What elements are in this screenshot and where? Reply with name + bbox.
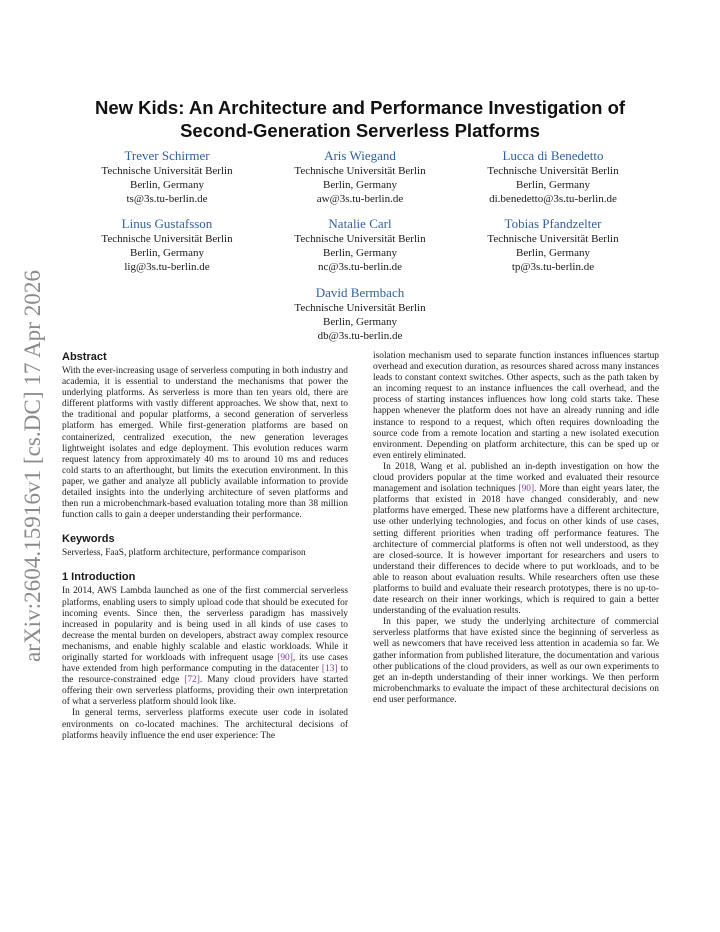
author-name: Natalie Carl bbox=[328, 216, 392, 231]
introduction-heading: 1 Introduction bbox=[62, 571, 136, 584]
author-location: Berlin, Germany bbox=[516, 179, 590, 191]
author-location: Berlin, Germany bbox=[323, 316, 397, 328]
author-email: tp@3s.tu-berlin.de bbox=[511, 261, 595, 273]
author-name: Aris Wiegand bbox=[324, 148, 396, 163]
author-affiliation: Technische Universität Berlin bbox=[294, 302, 426, 314]
abstract-heading: Abstract bbox=[62, 351, 107, 363]
intro-paragraph-4: In 2018, Wang et al. published an in-depth investigation on how the cloud providers popular at the time worked and evaluated their resource management and isolation techniques [90]. More than eight years later, the platforms that existed in 2018 have changed considerably, and new platforms have emerged. These new platforms have a different architecture, use other underlying technologies, and focus on other kinds of use cases, setting different priorities when trading off performance features. The architecture of commercial platforms is often not well understood, as they are closed-source. It is however important for researchers and users to understand their differences to decide where to put workloads, and to be able to reason about evaluation results. While researchers often use these platforms to build and evaluate their research prototypes, there is no up-to-date research on their inner workings, which is required to gain a better understanding of the evaluation results. bbox=[373, 461, 659, 617]
paper-title bbox=[70, 96, 650, 142]
author-name: Lucca di Benedetto bbox=[502, 148, 604, 163]
author-email: db@3s.tu-berlin.de bbox=[317, 330, 403, 342]
citation-link[interactable]: [90] bbox=[277, 652, 293, 663]
left-column bbox=[62, 350, 348, 742]
author-name: Trever Schirmer bbox=[124, 148, 210, 163]
author-affiliation: Technische Universität Berlin bbox=[487, 165, 619, 177]
author-affiliation: Technische Universität Berlin bbox=[294, 233, 426, 245]
author-location: Berlin, Germany bbox=[323, 247, 397, 259]
author-location: Berlin, Germany bbox=[323, 179, 397, 191]
abstract-text: With the ever-increasing usage of serverless computing in both industry and academia, it is essential to understand the mechanisms that power the underlying platforms. As serverless is more than ten years old, there are different platforms with vastly different approaches. We show that, next to the traditional and popular platforms, a second generation of serverless platform has emerged. While first-generation platforms are based on containerized, centralized execution, the new generation leverages lightweight isolates and edge deployment. This evolution reduces warm request latency from approximately 40 ms to around 10 ms and reduces cold starts to an afterthought, but limits the execution environment. In this paper, we gather and analyze all publicly available information to provide detailed insights into the underlying architecture of seven platforms and then run a microbenchmark-based evaluation totaling more than 38 million function calls to gain a deeper understanding their performance. bbox=[62, 366, 348, 521]
intro-paragraph-5: In this paper, we study the underlying architecture of commercial serverless platforms that have existed since the beginning of serverless as well as newcomers that have received less attention in academia so far. We gather information from published literature, the documentation and various other publications of the cloud providers, as well as our own experiments to get an in-depth understanding of their inner workings. We then perform microbenchmarks to evaluate the impact of these architectural decisions on end user performance. bbox=[373, 617, 659, 705]
citation-link[interactable]: [13] bbox=[321, 664, 338, 675]
author-name: David Bermbach bbox=[315, 285, 405, 300]
author-location: Berlin, Germany bbox=[516, 247, 590, 259]
author-block bbox=[72, 215, 262, 274]
citation-link[interactable]: [90] bbox=[518, 484, 535, 495]
arxiv-id-text: arXiv:2604.15916v1 [cs.DC] 17 Apr 2026 bbox=[20, 272, 45, 662]
author-affiliation: Technische Universität Berlin bbox=[487, 233, 619, 245]
author-block bbox=[458, 147, 648, 206]
author-block bbox=[265, 147, 455, 206]
right-column bbox=[373, 351, 659, 706]
author-block bbox=[458, 215, 648, 274]
author-email: di.benedetto@3s.tu-berlin.de bbox=[489, 193, 617, 205]
intro-paragraph-3: isolation mechanism used to separate function instances influences startup overhead and execution duration, as resources shared across many instances leads to constant context switches. Other aspects, such as the path taken by an incoming request to an instance influences the call overhead, and the process of starting instances influences how long cold starts take. These happen whenever the platform does not have an already running and idle instance to respond to a request, which often requires downloading the source code from a remote location and starting a new isolated execution environment. Depending on platform architecture, this can be sped up or even entirely eliminated. bbox=[373, 351, 659, 461]
arxiv-identifier bbox=[8, 262, 54, 662]
citation-link[interactable]: [72] bbox=[184, 675, 200, 686]
author-affiliation: Technische Universität Berlin bbox=[101, 233, 233, 245]
author-block bbox=[72, 147, 262, 206]
author-email: ts@3s.tu-berlin.de bbox=[126, 193, 208, 205]
title-line-2: Second-Generation Serverless Platforms bbox=[180, 120, 540, 141]
author-location: Berlin, Germany bbox=[130, 179, 204, 191]
author-email: lig@3s.tu-berlin.de bbox=[124, 261, 210, 273]
author-email: aw@3s.tu-berlin.de bbox=[316, 193, 404, 205]
intro-paragraph-2: In general terms, serverless platforms execute user code in isolated environments on co-located machines. The architectural decisions of platforms heavily influence the end user experience: The bbox=[62, 708, 348, 741]
author-affiliation: Technische Universität Berlin bbox=[294, 165, 426, 177]
author-block bbox=[265, 284, 455, 343]
author-name: Tobias Pfandzelter bbox=[504, 216, 602, 231]
author-email: nc@3s.tu-berlin.de bbox=[317, 261, 403, 273]
keywords-text: Serverless, FaaS, platform architecture, performance comparison bbox=[62, 548, 306, 559]
title-line-1: New Kids: An Architecture and Performance Investigation of bbox=[94, 97, 626, 118]
author-name: Linus Gustafsson bbox=[121, 216, 213, 231]
keywords-heading: Keywords bbox=[62, 533, 115, 546]
author-affiliation: Technische Universität Berlin bbox=[101, 165, 233, 177]
author-location: Berlin, Germany bbox=[130, 247, 204, 259]
intro-paragraph-1: In 2014, AWS Lambda launched as one of the first commercial serverless platforms, enabling users to simply upload code that should be executed for incoming events. Since then, the serverless paradigm has massively increased in popularity and is being used in all kinds of use cases to decrease the mental burden on developers, abstract away complex resource mechanisms, and enable highly scalable and elastic workloads. While it originally started for workloads with infrequent usage [90], its use cases have extended from high performance computing in the datacenter [13] to the resource-constrained edge [72]. Many cloud providers have started offering their own serverless platforms, providing their own interpretation of what a serverless platform should look like. bbox=[62, 586, 349, 708]
author-block bbox=[265, 215, 455, 274]
